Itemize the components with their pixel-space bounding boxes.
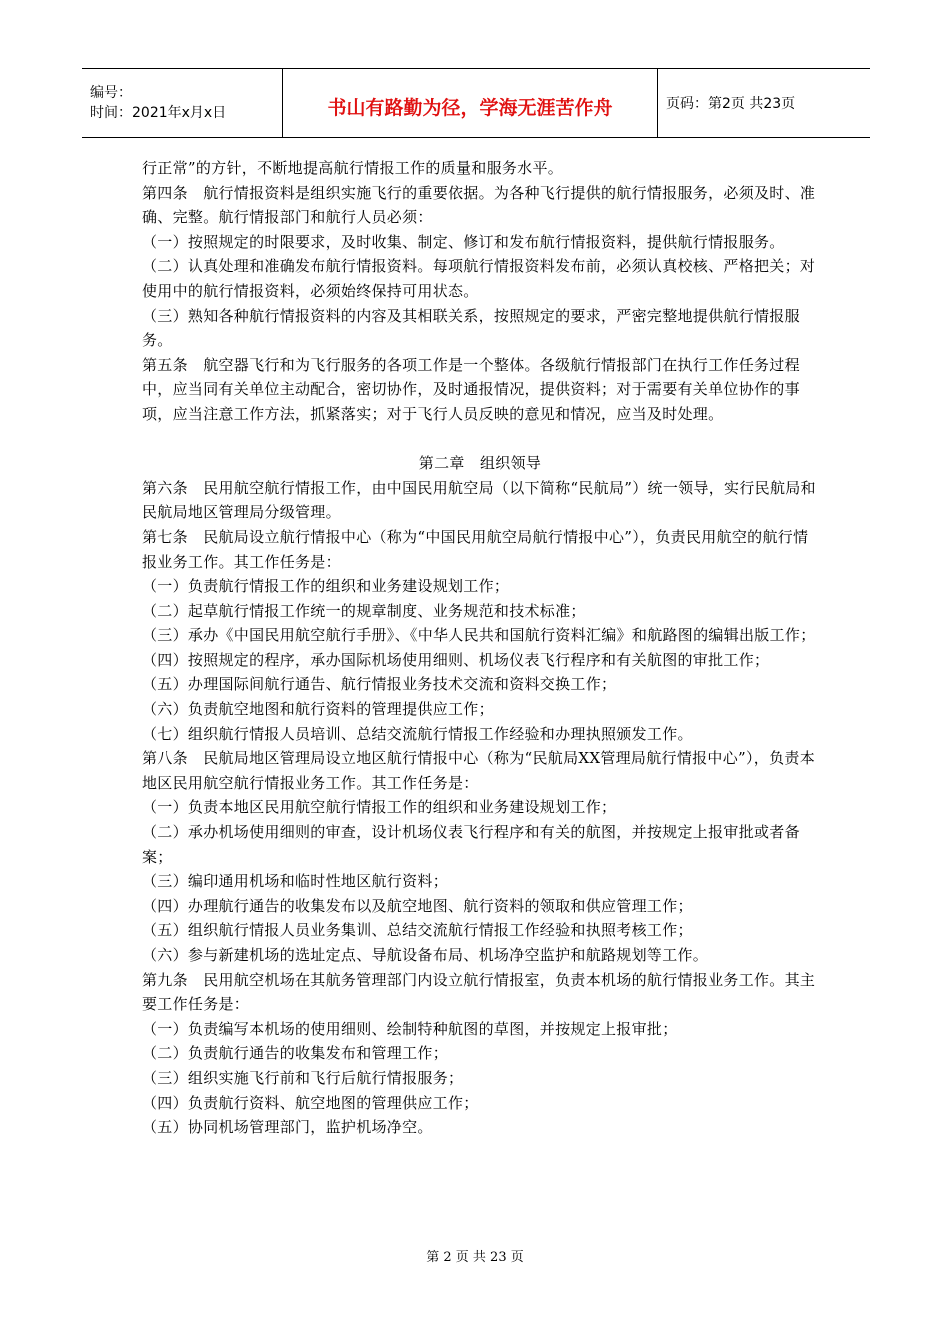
document-body [142,156,818,1140]
paragraph: （三）组织实施飞行前和飞行后航行情报服务； [142,1068,464,1087]
paragraph: （七）组织航行情报人员培训、总结交流航行情报工作经验和办理执照颁发工作。 [142,724,693,743]
page-footer [0,1246,950,1265]
page-header [82,68,870,138]
paragraph: （六）参与新建机场的选址定点、导航设备布局、机场净空监护和航路规划等工作。 [142,946,709,964]
header-meta [82,69,282,137]
paragraph: （四）按照规定的程序，承办国际机场使用细则、机场仪表飞行程序和有关航图的审批工作； [142,650,770,669]
page-number-label: 页码：第2页 共23页 [666,96,796,112]
paragraph: （二）认真处理和准确发布航行情报资料。每项航行情报资料发布前，必须认真校核、严格把关；对使用中的航行情报资料，必须始终保持可用状态。 [142,257,816,300]
paragraph: （三）编印通用机场和临时性地区航行资料； [142,872,449,891]
header-motto-cell [282,69,658,137]
paragraph: （六）负责航空地图和航行资料的管理提供应工作； [142,700,494,719]
paragraph: 第七条 民航局设立航行情报中心（称为“中国民用航空局航行情报中心”），负责民用航空的航行情报业务工作。其工作任务是： [142,527,809,571]
paragraph: （二）负责航行通告的收集发布和管理工作； [142,1044,449,1063]
paragraph: 第八条 民航局地区管理局设立地区航行情报中心（称为“民航局XX管理局航行情报中心”），负责本地区民用航空航行情报业务工作。其工作任务是： [142,749,815,792]
paragraph: （二）起草航行情报工作统一的规章制度、业务规范和技术标准； [142,601,586,620]
paragraph: （一）负责编写本机场的使用细则、绘制特种航图的草图，并按规定上报审批； [142,1019,678,1038]
paragraph: 第九条 民用航空机场在其航务管理部门内设立航行情报室，负责本机场的航行情报业务工作。其主要工作任务是： [142,970,816,1014]
paragraph: （一）负责本地区民用航空航行情报工作的组织和业务建设规划工作； [142,798,617,817]
paragraph: （五）组织航行情报人员业务集训、总结交流航行情报工作经验和执照考核工作； [142,921,693,940]
date-label: 时间：2021年x月x日 [90,105,227,121]
chapter-title: 第二章 组织领导 [418,454,542,473]
paragraph: （四）办理航行通告的收集发布以及航空地图、航行资料的领取和供应管理工作； [142,896,693,915]
header-page-cell [658,69,870,137]
paragraph: 第五条 航空器飞行和为飞行服务的各项工作是一个整体。各级航行情报部门在执行工作任务过程中，应当同有关单位主动配合，密切协作，及时通报情况，提供资料；对于需要有关单位协作的事项，应当注意工作方法，抓紧落实；对于飞行人员反映的意见和情况，应当及时处理。 [142,355,800,423]
paragraph: （五）协同机场管理部门，监护机场净空。 [142,1118,433,1137]
paragraph: 第四条 航行情报资料是组织实施飞行的重要依据。为各种飞行提供的航行情报服务，必须及时、准确、完整。航行情报部门和航行人员必须： [142,183,816,227]
paragraph: （二）承办机场使用细则的审查，设计机场仪表飞行程序和有关的航图，并按规定上报审批或者备案； [142,823,800,866]
number-label: 编号： [90,85,132,101]
footer-page-text: 第 2 页 共 23 页 [426,1250,524,1265]
motto-text: 书山有路勤为径，学海无涯苦作舟 [327,96,613,119]
paragraph: （三）熟知各种航行情报资料的内容及其相联关系，按照规定的要求，严密完整地提供航行情报服务。 [142,306,800,350]
paragraph: （四）负责航行资料、航空地图的管理供应工作； [142,1093,479,1112]
paragraph: （三）承办《中国民用航空航行手册》、《中华人民共和国航行资料汇编》和航路图的编辑出版工作； [142,626,816,645]
paragraph: 第六条 民用航空航行情报工作，由中国民用航空局（以下简称“民航局”）统一领导，实行民航局和民航局地区管理局分级管理。 [142,478,816,522]
paragraph: （一）负责航行情报工作的组织和业务建设规划工作； [142,577,510,596]
paragraph: （五）办理国际间航行通告、航行情报业务技术交流和资料交换工作； [142,675,617,694]
paragraph: （一）按照规定的时限要求，及时收集、制定、修订和发布航行情报资料，提供航行情报服务。 [142,232,785,251]
paragraph: 行正常”的方针，不断地提高航行情报工作的质量和服务水平。 [142,159,564,177]
